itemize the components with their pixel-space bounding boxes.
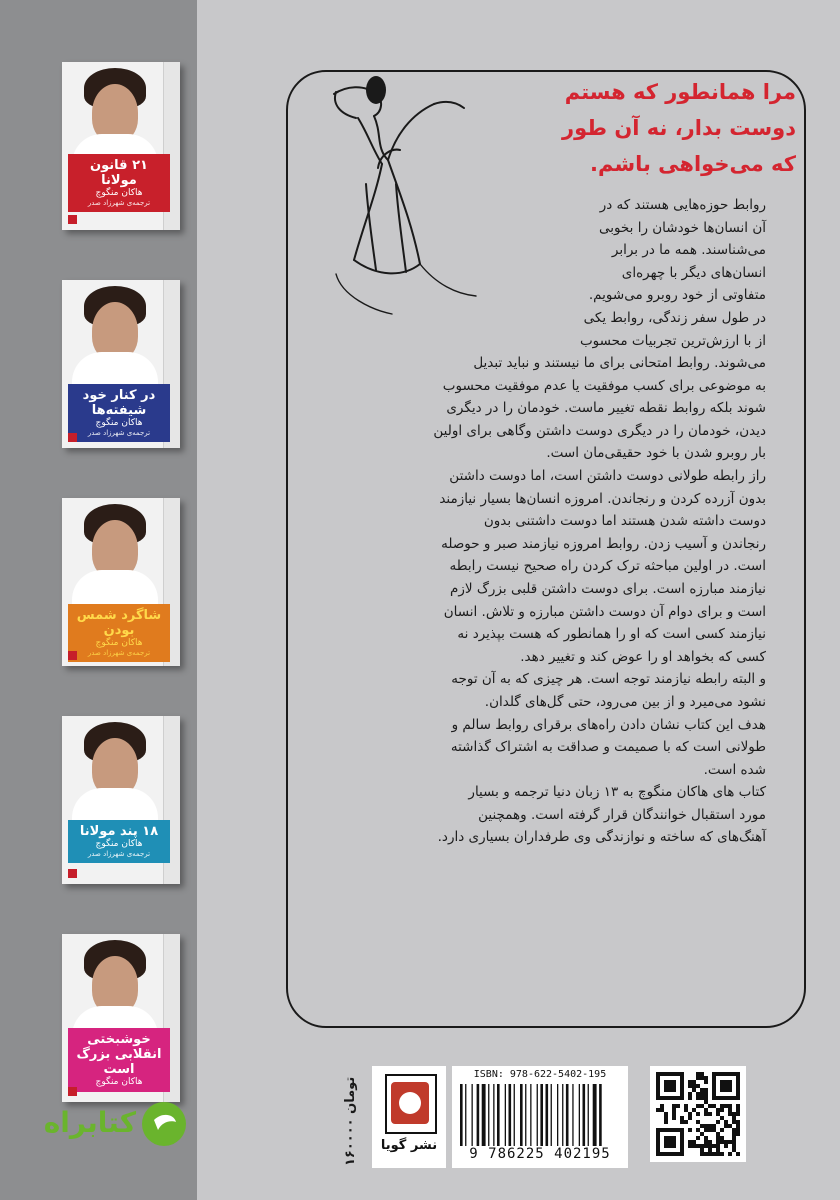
qr-module — [700, 1092, 704, 1096]
body-line: نشود می‌میرد و از بین می‌رود، حتی گل‌های گلدان. — [484, 693, 766, 710]
book-author: هاکان منگوچ — [95, 638, 143, 648]
book-title: ۱۸ پند مولانا — [79, 824, 159, 839]
barcode-bar — [460, 1084, 463, 1146]
qr-module — [736, 1120, 740, 1124]
qr-module — [708, 1128, 712, 1132]
qr-code-area — [650, 1066, 746, 1162]
qr-module — [692, 1144, 696, 1148]
qr-module — [680, 1116, 684, 1120]
body-line: آن انسان‌ها خودشان را بخوبی — [598, 219, 766, 236]
qr-module — [692, 1084, 696, 1088]
body-line: نیازمند کسی است که او را همانطور که هست بپذیرد نه — [457, 626, 766, 643]
qr-module — [716, 1140, 720, 1144]
qr-module — [664, 1116, 668, 1120]
qr-module — [716, 1144, 720, 1148]
body-line: می‌شوند. روابط امتحانی برای ما نیستند و نباید تبدیل — [473, 355, 766, 371]
body-line: شده است. — [703, 761, 766, 778]
qr-module — [688, 1092, 692, 1096]
quote-line: که می‌خواهی باشم. — [590, 152, 796, 176]
qr-module — [708, 1148, 712, 1152]
body-line: بار روبرو شدن با خود حقیقی‌مان است. — [546, 445, 766, 462]
qr-module — [712, 1152, 716, 1156]
book-title-band — [68, 1028, 170, 1092]
qr-module — [664, 1120, 668, 1124]
qr-module — [692, 1140, 696, 1144]
qr-module — [720, 1140, 724, 1144]
qr-module — [736, 1132, 740, 1136]
qr-module — [696, 1128, 700, 1132]
book-title: شاگرد شمس بودن — [76, 608, 162, 638]
qr-module — [732, 1116, 736, 1120]
barcode-bar — [477, 1084, 480, 1146]
qr-module — [696, 1104, 700, 1108]
qr-module — [700, 1104, 704, 1108]
publisher-mark-icon — [68, 215, 77, 224]
qr-module — [696, 1092, 700, 1096]
book-cover[interactable] — [62, 498, 180, 666]
barcode-bar — [562, 1084, 563, 1146]
barcode-bar — [472, 1084, 473, 1146]
qr-module — [696, 1072, 700, 1076]
barcode-bars — [458, 1084, 622, 1146]
qr-module — [704, 1096, 708, 1100]
qr-module — [664, 1136, 676, 1148]
body-line: است و برای دوام آن دوست داشتن مبارزه و تلاش. انسان — [443, 603, 766, 620]
barcode-number: 9 786225 402195 — [469, 1146, 611, 1162]
qr-module — [664, 1112, 668, 1116]
qr-module — [704, 1112, 708, 1116]
isbn-text: ISBN: 978-622-5402-195 — [473, 1069, 607, 1080]
qr-module — [716, 1112, 720, 1116]
qr-module — [688, 1084, 692, 1088]
qr-module — [716, 1148, 720, 1152]
qr-module — [696, 1144, 700, 1148]
qr-module — [720, 1104, 724, 1108]
qr-module — [732, 1148, 736, 1152]
qr-module — [688, 1116, 692, 1120]
ketabrah-logo — [38, 1100, 188, 1150]
body-line: طولانی است که با صمیمت و صداقت به اشتراک گذاشته — [450, 739, 766, 756]
qr-module — [700, 1152, 704, 1156]
book-cover[interactable] — [62, 934, 180, 1102]
qr-module — [736, 1128, 740, 1132]
body-line: رنجاندن و آسیب زدن. روابط امروزه نیازمند صبر و حوصله — [441, 535, 766, 552]
barcode-bar — [588, 1084, 589, 1146]
barcode-bar — [583, 1084, 586, 1146]
qr-module — [684, 1108, 688, 1112]
qr-module — [728, 1140, 732, 1144]
qr-module — [700, 1088, 704, 1092]
qr-module — [728, 1104, 732, 1108]
qr-module — [692, 1088, 696, 1092]
publisher-box — [372, 1066, 446, 1168]
publisher-mark-icon — [68, 433, 77, 442]
whirling-dervish-illustration — [316, 64, 486, 324]
barcode-bar — [551, 1084, 552, 1146]
qr-module — [700, 1144, 704, 1148]
book-title-band — [68, 154, 170, 212]
qr-module — [680, 1120, 684, 1124]
qr-module — [708, 1152, 712, 1156]
qr-module — [732, 1144, 736, 1148]
qr-module — [696, 1096, 700, 1100]
barcode-bar — [557, 1084, 558, 1146]
qr-module — [732, 1120, 736, 1124]
book-cover[interactable] — [62, 62, 180, 230]
qr-module — [704, 1092, 708, 1096]
body-line: در طول سفر زندگی، روابط یکی — [583, 309, 766, 326]
book-translator: ترجمه‌ی شهرزاد صدر — [87, 429, 151, 437]
body-line: آهنگ‌های که ساخته و نوازندگی وی طرفداران بسیاری دارد. — [437, 829, 766, 846]
body-line: بدون آزرده کردن و رنجاندن. امروزه انسان‌ها بسیار نیازمند — [439, 490, 766, 507]
book-title: خوشبختی انقلابی بزرگ است — [76, 1032, 162, 1077]
barcode-area — [452, 1066, 628, 1168]
barcode-bar — [525, 1084, 526, 1146]
body-line: و البته رابطه نیازمند توجه است. هر چیزی که به آن توجه — [451, 671, 766, 688]
qr-module — [684, 1104, 688, 1108]
qr-module — [672, 1116, 676, 1120]
qr-module — [732, 1136, 736, 1140]
qr-module — [736, 1152, 740, 1156]
book-author: هاکان منگوچ — [95, 1077, 143, 1087]
barcode-bar — [572, 1084, 573, 1146]
qr-module — [732, 1140, 736, 1144]
qr-module — [676, 1104, 680, 1108]
body-line: از با ارزش‌ترین تجربیات محسوب — [579, 332, 766, 349]
qr-module — [736, 1124, 740, 1128]
price-label — [338, 1058, 360, 1170]
qr-module — [712, 1144, 716, 1148]
body-line: راز رابطه طولانی دوست داشتن است، اما دوست داشتن — [449, 467, 766, 484]
qr-module — [724, 1140, 728, 1144]
qr-module — [716, 1152, 720, 1156]
qr-module — [696, 1112, 700, 1116]
qr-module — [704, 1140, 708, 1144]
book-author: هاکان منگوچ — [95, 188, 143, 198]
barcode-bar — [514, 1084, 515, 1146]
qr-module — [720, 1152, 724, 1156]
quote-line: مرا همانطور که هستم — [564, 80, 796, 104]
qr-module — [720, 1136, 724, 1140]
qr-module — [724, 1104, 728, 1108]
publisher-mark-icon — [68, 869, 77, 878]
qr-module — [724, 1120, 728, 1124]
qr-module — [700, 1148, 704, 1152]
qr-module — [704, 1076, 708, 1080]
qr-module — [712, 1104, 716, 1108]
qr-module — [672, 1108, 676, 1112]
body-text-narrow — [488, 194, 766, 352]
body-line: روابط حوزه‌هایی هستند که در — [599, 197, 766, 213]
barcode-bar — [546, 1084, 549, 1146]
pull-quote — [476, 74, 796, 182]
qr-module — [696, 1120, 700, 1124]
qr-module — [688, 1128, 692, 1132]
qr-module — [704, 1124, 708, 1128]
qr-module — [732, 1128, 736, 1132]
book-cover[interactable] — [62, 716, 180, 884]
qr-module — [732, 1132, 736, 1136]
quote-line: دوست بدار، نه آن طور — [561, 116, 796, 140]
barcode-bar — [593, 1084, 597, 1146]
qr-module — [704, 1088, 708, 1092]
qr-module — [736, 1112, 740, 1116]
qr-module — [660, 1108, 664, 1112]
qr-module — [692, 1108, 696, 1112]
qr-module — [656, 1108, 660, 1112]
qr-module — [736, 1104, 740, 1108]
qr-module — [684, 1120, 688, 1124]
qr-module — [720, 1116, 724, 1120]
body-line: دوست داشته شدن هستند اما دوست داشتنی بدون — [483, 513, 766, 530]
publisher-name: نشر گویا — [380, 1138, 438, 1153]
qr-module — [672, 1104, 676, 1108]
body-line: متفاوتی از خود روبرو می‌شویم. — [588, 287, 766, 304]
book-title-band — [68, 820, 170, 863]
qr-module — [688, 1140, 692, 1144]
body-line: به موضوعی برای کسب موفقیت یا عدم موفقیت محسوب — [442, 377, 766, 394]
barcode-bar — [579, 1084, 580, 1146]
qr-module — [660, 1104, 664, 1108]
qr-module — [724, 1144, 728, 1148]
book-title-band — [68, 384, 170, 442]
qr-module — [704, 1108, 708, 1112]
body-line: شوند بلکه روابط نقطه تغییر ماست. خودمان را در دیگری — [446, 400, 766, 417]
body-line: دیدن، خودمان را در دیگری دوست داشتن وگاهی برای اولین — [433, 422, 766, 439]
qr-module — [688, 1144, 692, 1148]
publisher-mark-icon — [68, 1087, 77, 1096]
qr-module — [672, 1112, 676, 1116]
qr-module — [732, 1112, 736, 1116]
book-translator: ترجمه‌ی شهرزاد صدر — [87, 850, 151, 858]
qr-module — [716, 1108, 720, 1112]
qr-module — [708, 1112, 712, 1116]
barcode-bar — [520, 1084, 523, 1146]
qr-module — [692, 1080, 696, 1084]
book-author: هاکان منگوچ — [95, 839, 143, 849]
qr-code-icon — [656, 1072, 740, 1156]
barcode-bar — [488, 1084, 489, 1146]
barcode-bar — [566, 1084, 569, 1146]
qr-module — [688, 1080, 692, 1084]
body-line: کتاب های هاکان منگوچ به ۱۳ زبان دنیا ترجمه و بسیار — [468, 784, 766, 801]
qr-module — [688, 1112, 692, 1116]
qr-module — [664, 1080, 676, 1092]
qr-module — [696, 1136, 700, 1140]
barcode-bar — [497, 1084, 500, 1146]
qr-module — [728, 1112, 732, 1116]
qr-module — [708, 1104, 712, 1108]
body-text-wide — [318, 352, 766, 849]
ketabrah-name: کتابراه — [43, 1106, 136, 1139]
qr-module — [696, 1084, 700, 1088]
ketabrah-leaf-icon — [140, 1100, 188, 1148]
qr-module — [708, 1140, 712, 1144]
book-title: ۲۱ قانون مولانا — [90, 158, 148, 188]
qr-module — [704, 1144, 708, 1148]
qr-module — [712, 1124, 716, 1128]
qr-module — [736, 1108, 740, 1112]
price-text: ۱۶۰۰۰۰ تومان — [343, 1076, 358, 1166]
body-line: مورد استقبال خوانندگان قرار گرفته است. وهمچنین — [478, 806, 766, 823]
body-line: انسان‌های دیگر با چهره‌ای — [621, 264, 766, 281]
qr-module — [704, 1080, 708, 1084]
qr-module — [724, 1124, 728, 1128]
publisher-mark-icon — [68, 651, 77, 660]
book-author: هاکان منگوچ — [95, 418, 143, 428]
qr-module — [720, 1080, 732, 1092]
qr-module — [716, 1136, 720, 1140]
qr-module — [708, 1124, 712, 1128]
qr-module — [704, 1100, 708, 1104]
barcode-bar — [509, 1084, 512, 1146]
qr-module — [728, 1152, 732, 1156]
barcode-bar — [540, 1084, 543, 1146]
book-title-band — [68, 604, 170, 662]
qr-module — [700, 1124, 704, 1128]
barcode-bar — [505, 1084, 506, 1146]
qr-module — [728, 1124, 732, 1128]
qr-module — [700, 1072, 704, 1076]
barcode-bar — [465, 1084, 466, 1146]
barcode-bar — [493, 1084, 494, 1146]
qr-module — [704, 1128, 708, 1132]
body-line: است. در اولین مباحثه ترک کردن راه صحیح نیست رابطه — [449, 558, 766, 575]
body-line: نیازمند مبارزه است. برای دوست داشتن قلبی بزرگ لازم — [449, 580, 766, 597]
qr-module — [720, 1128, 724, 1132]
body-line: هدف این کتاب نشان دادن راه‌های برقرای روابط سالم و — [451, 716, 766, 733]
book-cover[interactable] — [62, 280, 180, 448]
book-translator: ترجمه‌ی شهرزاد صدر — [87, 199, 151, 207]
qr-module — [700, 1096, 704, 1100]
qr-module — [696, 1076, 700, 1080]
qr-module — [716, 1120, 720, 1124]
book-title: در کنار خود شیفته‌ها — [82, 388, 156, 418]
qr-module — [716, 1132, 720, 1136]
qr-module — [688, 1096, 692, 1100]
qr-module — [728, 1108, 732, 1112]
qr-module — [708, 1144, 712, 1148]
qr-module — [700, 1076, 704, 1080]
qr-module — [704, 1152, 708, 1156]
body-line: می‌شناسند. همه ما در برابر — [611, 242, 766, 259]
book-translator: ترجمه‌ی شهرزاد صدر — [87, 649, 151, 657]
barcode-bar — [599, 1084, 602, 1146]
barcode-bar — [537, 1084, 538, 1146]
publisher-logo-icon — [385, 1074, 437, 1134]
barcode-bar — [530, 1084, 531, 1146]
qr-module — [720, 1108, 724, 1112]
body-line: کسی که بخواهد او را عوض کند و تغییر دهد. — [520, 648, 766, 665]
barcode-bar — [482, 1084, 486, 1146]
qr-module — [704, 1136, 708, 1140]
qr-module — [700, 1132, 704, 1136]
qr-module — [712, 1128, 716, 1132]
